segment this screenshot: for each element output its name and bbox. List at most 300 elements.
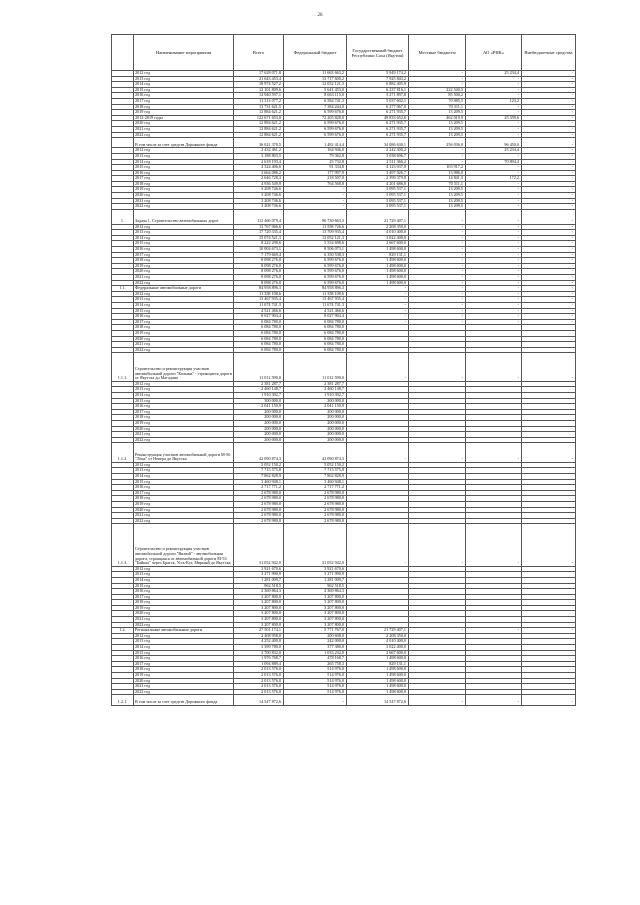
cell-rik: - bbox=[466, 181, 522, 187]
cell-federal: 7 384 244,0 bbox=[284, 104, 347, 110]
cell-total: 11 012 590,0 bbox=[234, 353, 284, 382]
cell-rik: - bbox=[466, 224, 522, 230]
cell-federal: 72 205 828,0 bbox=[284, 115, 347, 121]
cell-federal: - bbox=[284, 187, 347, 193]
cell-republic: 4 010 400,0 bbox=[347, 230, 409, 236]
cell-federal: 5 771 767,0 bbox=[284, 628, 347, 634]
row-name: 2017 год bbox=[134, 252, 234, 258]
cell-local: 103 917,2 bbox=[409, 165, 466, 171]
cell-total: 3 921 670,6 bbox=[234, 566, 284, 572]
cell-rik: - bbox=[466, 87, 522, 93]
cell-extra: - bbox=[522, 82, 576, 88]
row-name: 2019 год bbox=[134, 421, 234, 427]
cell-republic: - bbox=[347, 308, 409, 314]
row-name: 2017 год bbox=[134, 319, 234, 325]
row-name: 2015 год bbox=[134, 308, 234, 314]
cell-republic: 4 123 037,0 bbox=[347, 165, 409, 171]
cell-rik: - bbox=[466, 170, 522, 176]
cell-local: - bbox=[409, 159, 466, 165]
cell-total: 200 000,0 bbox=[234, 437, 284, 443]
cell-republic: 1 498 600,0 bbox=[347, 258, 409, 264]
cell-total: 4 936 549,9 bbox=[234, 181, 284, 187]
cell-federal: 84 958 896,3 bbox=[284, 286, 347, 292]
table-row bbox=[112, 524, 576, 566]
cell-federal: 42 090 874,3 bbox=[284, 443, 347, 462]
cell-federal: 3 207 800,0 bbox=[284, 605, 347, 611]
cell-total: 200 000,0 bbox=[234, 426, 284, 432]
cell-rik: - bbox=[466, 82, 522, 88]
cell-republic: 1 498 600,0 bbox=[347, 656, 409, 662]
cell-republic: 1 498 600,0 bbox=[347, 684, 409, 690]
cell-total: 11 674 741,3 bbox=[234, 302, 284, 308]
cell-federal: 6 599 676,0 bbox=[284, 274, 347, 280]
cell-total: 12 884 621,2 bbox=[234, 126, 284, 132]
cell-federal: 2 041 150,9 bbox=[284, 404, 347, 410]
cell-federal: 377 380,0 bbox=[284, 645, 347, 651]
cell-total: 200 000,0 bbox=[234, 421, 284, 427]
row-name: 2012 год bbox=[134, 462, 234, 468]
cell-republic: 3 022 400,0 bbox=[347, 235, 409, 241]
table-row bbox=[112, 695, 576, 705]
cell-federal: 764 568,8 bbox=[284, 181, 347, 187]
cell-local: - bbox=[409, 314, 466, 320]
cell-extra: - bbox=[522, 291, 576, 297]
cell-extra: - bbox=[522, 308, 576, 314]
cell-republic: 3 038 696,7 bbox=[347, 153, 409, 159]
cell-republic: - bbox=[347, 319, 409, 325]
cell-rik: - bbox=[466, 110, 522, 116]
row-name: 2018 год bbox=[134, 496, 234, 502]
row-name: Федеральные автомобильные дороги bbox=[134, 286, 234, 292]
cell-total: 1 281 009,7 bbox=[234, 577, 284, 583]
cell-total: 17 628 071,8 bbox=[234, 71, 284, 77]
cell-total: 112 460 079,4 bbox=[234, 209, 284, 224]
cell-rik: - bbox=[466, 269, 522, 275]
cell-extra: - bbox=[522, 138, 576, 148]
cell-extra: - bbox=[522, 87, 576, 93]
row-name: 2018 год bbox=[134, 181, 234, 187]
cell-republic: 1 498 600,0 bbox=[347, 274, 409, 280]
cell-federal: 6 084 780,0 bbox=[284, 330, 347, 336]
row-name: 2014 год bbox=[134, 474, 234, 480]
cell-total: 3 188 803,5 bbox=[234, 153, 284, 159]
cell-local: 13 209,5 bbox=[409, 110, 466, 116]
cell-total: 3 207 800,0 bbox=[234, 600, 284, 606]
cell-local: - bbox=[409, 247, 466, 253]
cell-federal: 6 084 780,0 bbox=[284, 347, 347, 353]
cell-total: 8 098 276,0 bbox=[234, 263, 284, 269]
cell-federal: - bbox=[284, 198, 347, 204]
row-name: 2013 год bbox=[134, 297, 234, 303]
cell-federal: 3 207 800,0 bbox=[284, 611, 347, 617]
table-row bbox=[112, 209, 576, 224]
cell-total: 11 358 108,6 bbox=[234, 291, 284, 297]
cell-republic: - bbox=[347, 314, 409, 320]
cell-federal: 11 558 726,6 bbox=[284, 224, 347, 230]
row-name: 2016 год bbox=[134, 247, 234, 253]
cell-extra: - bbox=[522, 263, 576, 269]
cell-federal: 7 715 575,8 bbox=[284, 468, 347, 474]
cell-total: 2 717 771,2 bbox=[234, 485, 284, 491]
row-name: 2019 год bbox=[134, 605, 234, 611]
cell-rik: - bbox=[466, 93, 522, 99]
cell-federal: 514 976,0 bbox=[284, 673, 347, 679]
cell-total: 17 720 335,4 bbox=[234, 230, 284, 236]
cell-local: - bbox=[409, 258, 466, 264]
cell-rik: 25 359,6 bbox=[466, 115, 522, 121]
cell-federal: 6 084 780,0 bbox=[284, 336, 347, 342]
cell-republic: 21 729 407,1 bbox=[347, 209, 409, 224]
cell-federal: 5 052 150,2 bbox=[284, 462, 347, 468]
cell-republic: 5 037 602,1 bbox=[347, 98, 409, 104]
cell-republic: 1 498 600,0 bbox=[347, 673, 409, 679]
cell-federal: 6 084 780,0 bbox=[284, 325, 347, 331]
cell-extra: - bbox=[522, 230, 576, 236]
cell-rik: - bbox=[466, 286, 522, 292]
cell-republic: 3 095 537,1 bbox=[347, 198, 409, 204]
cell-republic: 3 095 537,1 bbox=[347, 193, 409, 199]
cell-federal: 90 730 663,3 bbox=[284, 209, 347, 224]
cell-local: 85 500,2 bbox=[409, 93, 466, 99]
cell-republic: - bbox=[347, 291, 409, 297]
cell-total: 3 271 990,9 bbox=[234, 572, 284, 578]
cell-republic: 829 131,1 bbox=[347, 252, 409, 258]
cell-extra: - bbox=[522, 132, 576, 138]
row-number: 1.1.3. bbox=[112, 524, 134, 566]
cell-republic: 2 242 300,2 bbox=[347, 148, 409, 154]
row-name: 2020 год bbox=[134, 611, 234, 617]
cell-republic: 4 010 400,0 bbox=[347, 639, 409, 645]
cell-republic: 1 498 600,0 bbox=[347, 667, 409, 673]
cell-republic: 829 131,1 bbox=[347, 661, 409, 667]
cell-local: 70 311,1 bbox=[409, 181, 466, 187]
row-name: Строительство и реконструкция участков автомобильной дороги "Колыма" - строящиеся дороги от Якутска до Магадана bbox=[134, 353, 234, 382]
cell-republic: 1 498 600,0 bbox=[347, 269, 409, 275]
cell-federal: 1 482 414,4 bbox=[284, 138, 347, 148]
cell-federal: 31 052 942,0 bbox=[284, 524, 347, 566]
cell-total: 3 207 800,0 bbox=[234, 605, 284, 611]
cell-federal: 300 000,0 bbox=[284, 398, 347, 404]
cell-federal: 7 862 828,9 bbox=[284, 474, 347, 480]
row-name: 2012 год bbox=[134, 148, 234, 154]
row-name: 2016 год bbox=[134, 589, 234, 595]
cell-extra: - bbox=[522, 148, 576, 154]
row-name: 2016 год bbox=[134, 404, 234, 410]
cell-total: 3 208 746,6 bbox=[234, 187, 284, 193]
cell-extra: - bbox=[522, 258, 576, 264]
cell-total: 6 084 780,0 bbox=[234, 347, 284, 353]
row-name: 2014 год bbox=[134, 82, 234, 88]
row-name: 2022 год bbox=[134, 689, 234, 695]
cell-republic: 2 208 350,0 bbox=[347, 633, 409, 639]
row-number: 1.1. bbox=[112, 286, 134, 292]
cell-federal: 177 997,9 bbox=[284, 170, 347, 176]
cell-total: 13 767 066,6 bbox=[234, 224, 284, 230]
cell-local: 13 209,5 bbox=[409, 121, 466, 127]
cell-extra: - bbox=[522, 274, 576, 280]
cell-local: 70 311,1 bbox=[409, 104, 466, 110]
cell-rik: 25 234,4 bbox=[466, 71, 522, 77]
cell-extra: - bbox=[522, 187, 576, 193]
row-name: 2014 год bbox=[134, 577, 234, 583]
cell-extra: - bbox=[522, 524, 576, 566]
cell-federal: 478 168,7 bbox=[284, 656, 347, 662]
cell-extra: - bbox=[522, 302, 576, 308]
cell-local: - bbox=[409, 71, 466, 77]
cell-total: 2 369 864,3 bbox=[234, 589, 284, 595]
cell-local: - bbox=[409, 353, 466, 382]
cell-rik: - bbox=[466, 297, 522, 303]
row-name: 2012 год bbox=[134, 566, 234, 572]
cell-republic: 6 271 935,7 bbox=[347, 121, 409, 127]
cell-total: 3 460 948,1 bbox=[234, 479, 284, 485]
row-number: 1.1.1. bbox=[112, 353, 134, 382]
cell-rik: 123,2 bbox=[466, 98, 522, 104]
cell-local: 13 209,5 bbox=[409, 132, 466, 138]
cell-local: - bbox=[409, 308, 466, 314]
cell-local: - bbox=[409, 319, 466, 325]
cell-extra: - bbox=[522, 198, 576, 204]
cell-total: 8 027 904,4 bbox=[234, 314, 284, 320]
cell-total: 2 013 576,0 bbox=[234, 667, 284, 673]
cell-republic: 2 667 600,0 bbox=[347, 650, 409, 656]
cell-extra: - bbox=[522, 159, 576, 165]
cell-extra: - bbox=[522, 443, 576, 462]
row-name: 2018 год bbox=[134, 415, 234, 421]
cell-total: 2 678 980,0 bbox=[234, 496, 284, 502]
cell-federal: 2 381 287,7 bbox=[284, 381, 347, 387]
cell-total: 8 098 276,0 bbox=[234, 274, 284, 280]
cell-federal: 8 506 073,1 bbox=[284, 247, 347, 253]
cell-federal: 6 599 676,0 bbox=[284, 269, 347, 275]
row-name: Реконструкция участков автомобильной дороги М-56 "Лена" от Невера до Якутска bbox=[134, 443, 234, 462]
cell-federal: 11 012 590,0 bbox=[284, 353, 347, 382]
cell-total: 6 084 780,0 bbox=[234, 330, 284, 336]
cell-total: 36 021 370,5 bbox=[234, 138, 284, 148]
row-name: 2012 год bbox=[134, 224, 234, 230]
row-name: 2016 год bbox=[134, 93, 234, 99]
cell-federal: 3 207 800,0 bbox=[284, 617, 347, 623]
row-name: 2020 год bbox=[134, 193, 234, 199]
cell-total: 6 084 780,0 bbox=[234, 342, 284, 348]
cell-federal: 3 921 670,6 bbox=[284, 566, 347, 572]
cell-federal: 514 976,0 bbox=[284, 678, 347, 684]
cell-total: 2 646 728,3 bbox=[234, 176, 284, 182]
cell-rik: 25 234,4 bbox=[466, 148, 522, 154]
cell-extra: - bbox=[522, 353, 576, 382]
cell-total: 7 179 669,4 bbox=[234, 252, 284, 258]
cell-federal: 218 507,0 bbox=[284, 176, 347, 182]
cell-federal: 2 678 980,0 bbox=[284, 518, 347, 524]
cell-total: 8 222 298,6 bbox=[234, 241, 284, 247]
cell-local: 13 209,5 bbox=[409, 198, 466, 204]
cell-total: 2 678 980,0 bbox=[234, 518, 284, 524]
cell-total: 12 884 621,2 bbox=[234, 110, 284, 116]
cell-rik: - bbox=[466, 308, 522, 314]
cell-federal: 25 732,8 bbox=[284, 159, 347, 165]
cell-rik: - bbox=[466, 524, 522, 566]
cell-federal: 514 976,0 bbox=[284, 689, 347, 695]
row-name: 2017 год bbox=[134, 98, 234, 104]
row-number bbox=[112, 138, 134, 148]
cell-extra: - bbox=[522, 126, 576, 132]
header-rik: АО «РИК» bbox=[466, 35, 522, 71]
cell-total: 3 207 800,0 bbox=[234, 594, 284, 600]
cell-federal: 6 599 676,0 bbox=[284, 280, 347, 286]
cell-extra: - bbox=[522, 121, 576, 127]
cell-rik: 70 894,4 bbox=[466, 159, 522, 165]
cell-republic: 1 498 600,0 bbox=[347, 280, 409, 286]
cell-rik: - bbox=[466, 121, 522, 127]
cell-republic: 14 547 872,6 bbox=[347, 695, 409, 705]
cell-federal: 242 000,0 bbox=[284, 639, 347, 645]
cell-total: 12 101 809,6 bbox=[234, 87, 284, 93]
cell-rik: - bbox=[466, 280, 522, 286]
row-name: В том числе за счет средств Дорожного фонда bbox=[134, 695, 234, 705]
row-name: 2013 год bbox=[134, 468, 234, 474]
cell-rik: - bbox=[466, 628, 522, 634]
cell-federal: 3 207 800,0 bbox=[284, 600, 347, 606]
cell-total: 3 207 800,0 bbox=[234, 622, 284, 628]
cell-federal: 2 678 980,0 bbox=[284, 501, 347, 507]
cell-total: 7 715 575,8 bbox=[234, 468, 284, 474]
cell-local: - bbox=[409, 274, 466, 280]
row-name: 2020 год bbox=[134, 507, 234, 513]
cell-extra: - bbox=[522, 176, 576, 182]
cell-extra: - bbox=[522, 628, 576, 634]
row-name: 2015 год bbox=[134, 583, 234, 589]
cell-federal: 200 000,0 bbox=[284, 432, 347, 438]
cell-rik: - bbox=[466, 165, 522, 171]
cell-rik: 96 450,0 bbox=[466, 138, 522, 148]
cell-extra: - bbox=[522, 297, 576, 303]
cell-total: 2 618 193,4 bbox=[234, 159, 284, 165]
cell-total: 2 408 958,0 bbox=[234, 633, 284, 639]
cell-total: 962 518,5 bbox=[234, 583, 284, 589]
cell-republic: 49 833 652,6 bbox=[347, 115, 409, 121]
cell-total: 2 678 980,0 bbox=[234, 490, 284, 496]
row-name: 2015 год bbox=[134, 479, 234, 485]
cell-total: 2 013 576,0 bbox=[234, 689, 284, 695]
cell-federal: 3 271 990,9 bbox=[284, 572, 347, 578]
budget-table bbox=[111, 34, 576, 706]
cell-federal: 13 709 935,4 bbox=[284, 230, 347, 236]
cell-total: 13 731 621,5 bbox=[234, 104, 284, 110]
row-name: 2020 год bbox=[134, 121, 234, 127]
cell-republic: - bbox=[347, 443, 409, 462]
row-name: 2018 год bbox=[134, 667, 234, 673]
row-number: 1.2.1. bbox=[112, 695, 134, 705]
cell-rik: - bbox=[466, 187, 522, 193]
cell-federal: 1 033 232,0 bbox=[284, 650, 347, 656]
cell-extra: - bbox=[522, 252, 576, 258]
cell-federal: 5 641 453,0 bbox=[284, 87, 347, 93]
row-name: 2018 год bbox=[134, 258, 234, 264]
cell-republic: 3 022 400,0 bbox=[347, 645, 409, 651]
cell-republic: - bbox=[347, 524, 409, 566]
cell-republic: 6 271 935,7 bbox=[347, 126, 409, 132]
row-name: 2021 год bbox=[134, 274, 234, 280]
cell-republic: 1 498 600,0 bbox=[347, 678, 409, 684]
cell-federal: - bbox=[284, 695, 347, 705]
cell-republic: - bbox=[347, 353, 409, 382]
row-number: 1.2. bbox=[112, 628, 134, 634]
cell-local: - bbox=[409, 443, 466, 462]
row-name: 2014 год bbox=[134, 393, 234, 399]
cell-rik: - bbox=[466, 198, 522, 204]
cell-federal: 12 052 121,3 bbox=[284, 235, 347, 241]
cell-total: 14 547 872,6 bbox=[234, 695, 284, 705]
cell-federal: - bbox=[284, 204, 347, 210]
cell-republic: 21 729 407,1 bbox=[347, 628, 409, 634]
cell-rik: - bbox=[466, 695, 522, 705]
cell-local: - bbox=[409, 524, 466, 566]
cell-federal: 2 678 980,0 bbox=[284, 490, 347, 496]
cell-rik: - bbox=[466, 274, 522, 280]
row-name: 2018 год bbox=[134, 325, 234, 331]
cell-total: 21 643 453,4 bbox=[234, 76, 284, 82]
row-name: 2013 год bbox=[134, 153, 234, 159]
cell-republic: 4 201 686,0 bbox=[347, 181, 409, 187]
cell-total: 4 324 406,6 bbox=[234, 165, 284, 171]
cell-total: 10 004 673,1 bbox=[234, 247, 284, 253]
cell-rik: - bbox=[466, 353, 522, 382]
cell-republic: 1 498 600,0 bbox=[347, 263, 409, 269]
cell-local: 13 209,5 bbox=[409, 187, 466, 193]
cell-total: 2 460 148,7 bbox=[234, 387, 284, 393]
cell-federal: 164 946,0 bbox=[284, 148, 347, 154]
cell-total: 3 700 832,0 bbox=[234, 650, 284, 656]
row-name: 2022 год bbox=[134, 518, 234, 524]
cell-extra: - bbox=[522, 247, 576, 253]
table-row bbox=[112, 138, 576, 148]
cell-federal: 200 000,0 bbox=[284, 437, 347, 443]
row-name: Строительство и реконструкция участков автомобильной дороги "Вилюй" - автомобильная дорога, строящаяся от автомобильной дороги М-53 "Байкал" через Братск, Усть-Кут, Мирный до Якутска bbox=[134, 524, 234, 566]
cell-federal: 91 334,8 bbox=[284, 165, 347, 171]
cell-republic: 6 237 816,1 bbox=[347, 87, 409, 93]
row-name: 2013 год bbox=[134, 76, 234, 82]
row-name: 2022 год bbox=[134, 280, 234, 286]
cell-total: 11 313 077,2 bbox=[234, 98, 284, 104]
table-body bbox=[112, 71, 576, 706]
cell-local: 256 036,0 bbox=[409, 138, 466, 148]
row-name: 2021 год bbox=[134, 513, 234, 519]
cell-total: 6 084 780,0 bbox=[234, 336, 284, 342]
row-name: 2017 год bbox=[134, 409, 234, 415]
header-republic: Государственный бюджет Республики Саха (Якутия) bbox=[347, 35, 409, 71]
cell-extra: - bbox=[522, 104, 576, 110]
cell-republic: 2 511 366,2 bbox=[347, 159, 409, 165]
cell-extra: - bbox=[522, 695, 576, 705]
cell-federal: 1 910 392,7 bbox=[284, 393, 347, 399]
cell-federal: 6 599 676,0 bbox=[284, 263, 347, 269]
row-name: 2014 год bbox=[134, 302, 234, 308]
cell-total: 200 000,0 bbox=[234, 409, 284, 415]
row-name: 2019 год bbox=[134, 330, 234, 336]
cell-republic: - bbox=[347, 297, 409, 303]
header-row bbox=[112, 35, 576, 71]
cell-total: 8 098 276,0 bbox=[234, 269, 284, 275]
cell-republic: 5 949 174,2 bbox=[347, 71, 409, 77]
cell-rik: - bbox=[466, 291, 522, 297]
cell-federal: 2 678 980,0 bbox=[284, 513, 347, 519]
cell-federal: 6 350 538,3 bbox=[284, 252, 347, 258]
row-name: 2022 год bbox=[134, 204, 234, 210]
cell-total: 8 098 276,0 bbox=[234, 280, 284, 286]
cell-rik: - bbox=[466, 209, 522, 224]
row-name: 2014 год bbox=[134, 645, 234, 651]
cell-federal: 6 599 676,0 bbox=[284, 258, 347, 264]
